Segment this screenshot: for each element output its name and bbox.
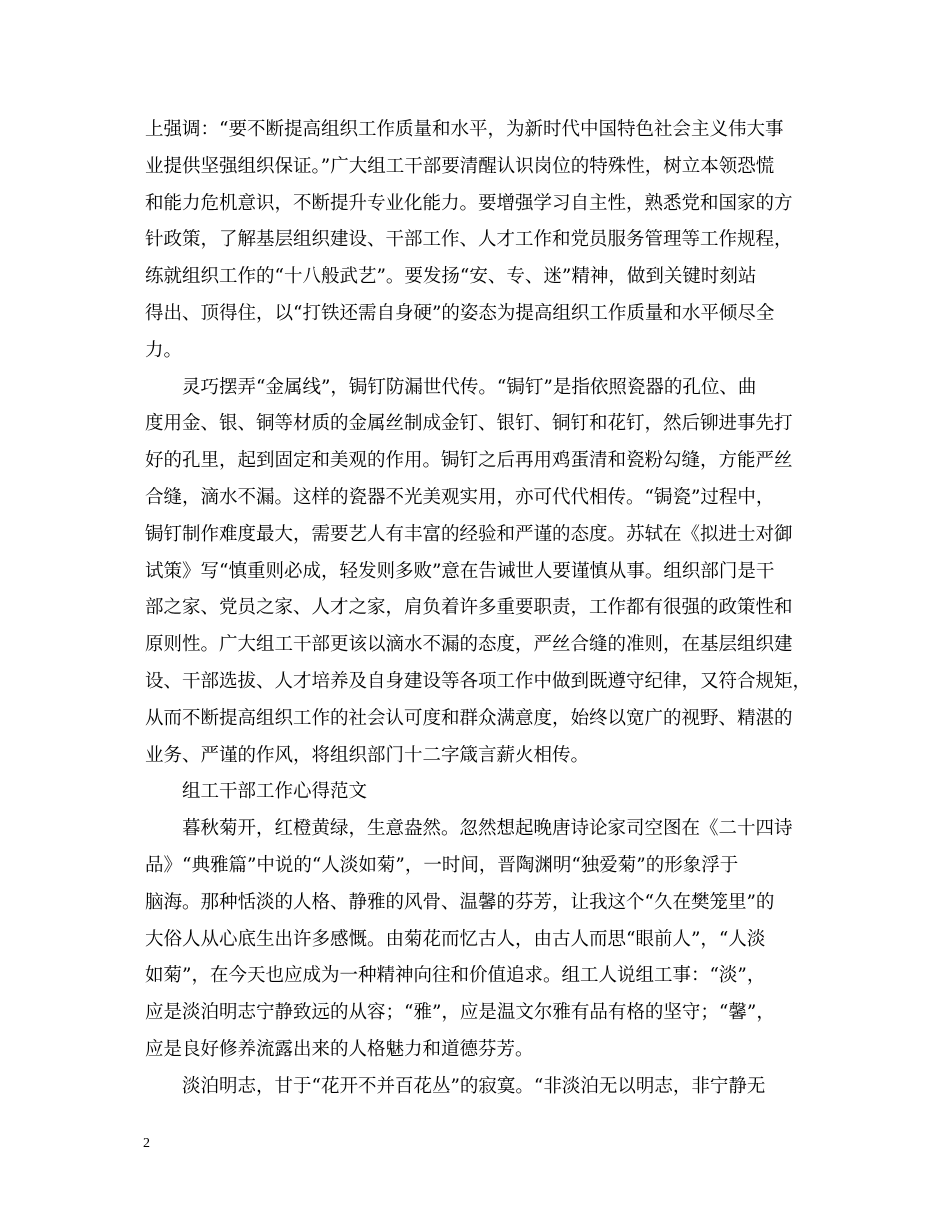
text-line: 好的孔里，起到固定和美观的作用。锔钉之后再用鸡蛋清和瓷粉勾缝，方能严丝 — [145, 450, 793, 472]
text-line: 脑海。那种恬淡的人格、静雅的风骨、温馨的芬芳，让我这个“久在樊笼里”的 — [145, 891, 775, 913]
text-line: 设、干部选拔、人才培养及自身建设等各项工作中做到既遵守纪律，又符合规矩， — [145, 670, 812, 692]
text-line: 业务、严谨的作风，将组织部门十二字箴言薪火相传。 — [145, 744, 590, 766]
text-line: 部之家、党员之家、人才之家，肩负着许多重要职责，工作都有很强的政策性和 — [145, 597, 793, 619]
text-line: 大俗人从心底生出许多感慨。由菊花而忆古人，由古人而思“眼前人”，“人淡 — [145, 928, 766, 950]
text-line: 原则性。广大组工干部更该以滴水不漏的态度，严丝合缝的准则，在基层组织建 — [145, 634, 793, 656]
text-line: 得出、顶得住，以“打铁还需自身硬”的姿态为提高组织工作质量和水平倾尽全 — [145, 302, 775, 324]
text-line: 业提供坚强组织保证。”广大组工干部要清醒认识岗位的特殊性，树立本领恐慌 — [145, 155, 775, 177]
text-line: 淡泊明志，甘于“花开不并百花丛”的寂寞。“非淡泊无以明志，非宁静无 — [182, 1075, 766, 1097]
text-line: 灵巧摆弄“金属线”，锔钉防漏世代传。“锔钉”是指依照瓷器的孔位、曲 — [182, 376, 757, 398]
text-line: 试策》写“慎重则必成，轻发则多败”意在告诫世人要谨慎从事。组织部门是干 — [145, 560, 775, 582]
text-line: 和能力危机意识，不断提升专业化能力。要增强学习自主性，熟悉党和国家的方 — [145, 192, 793, 214]
text-line: 锔钉制作难度最大，需要艺人有丰富的经验和严谨的态度。苏轼在《拟进士对御 — [145, 523, 793, 545]
text-line: 练就组织工作的“十八般武艺”。要发扬“安、专、迷”精神，做到关键时刻站 — [145, 266, 757, 288]
text-line: 应是良好修养流露出来的人格魅力和道德芬芳。 — [145, 1038, 534, 1060]
text-line: 从而不断提高组织工作的社会认可度和群众满意度，始终以宽广的视野、精湛的 — [145, 707, 793, 729]
text-line: 度用金、银、铜等材质的金属丝制成金钉、银钉、铜钉和花钉，然后铆进事先打 — [145, 413, 793, 435]
text-line: 如菊”，在今天也应成为一种精神向往和价值追求。组工人说组工事：“淡”， — [145, 965, 766, 987]
text-line: 应是淡泊明志宁静致远的从容；“雅”，应是温文尔雅有品有格的坚守；“馨”， — [145, 1002, 775, 1024]
text-line: 组工干部工作心得范文 — [182, 781, 368, 803]
body-text — [145, 112, 825, 1106]
page-number: 2 — [143, 1136, 150, 1151]
text-line: 针政策，了解基层组织建设、干部工作、人才工作和党员服务管理等工作规程， — [145, 229, 793, 251]
text-line: 合缝，滴水不漏。这样的瓷器不光美观实用，亦可代代相传。“锔瓷”过程中， — [145, 486, 775, 508]
text-line: 上强调：“要不断提高组织工作质量和水平，为新时代中国特色社会主义伟大事 — [145, 119, 784, 140]
text-line: 暮秋菊开，红橙黄绿，生意盎然。忽然想起晚唐诗论家司空图在《二十四诗 — [182, 818, 793, 840]
text-line: 品》“典雅篇”中说的“人淡如菊”，一时间，晋陶渊明“独爱菊”的形象浮于 — [145, 854, 739, 876]
text-line: 力。 — [145, 339, 183, 361]
